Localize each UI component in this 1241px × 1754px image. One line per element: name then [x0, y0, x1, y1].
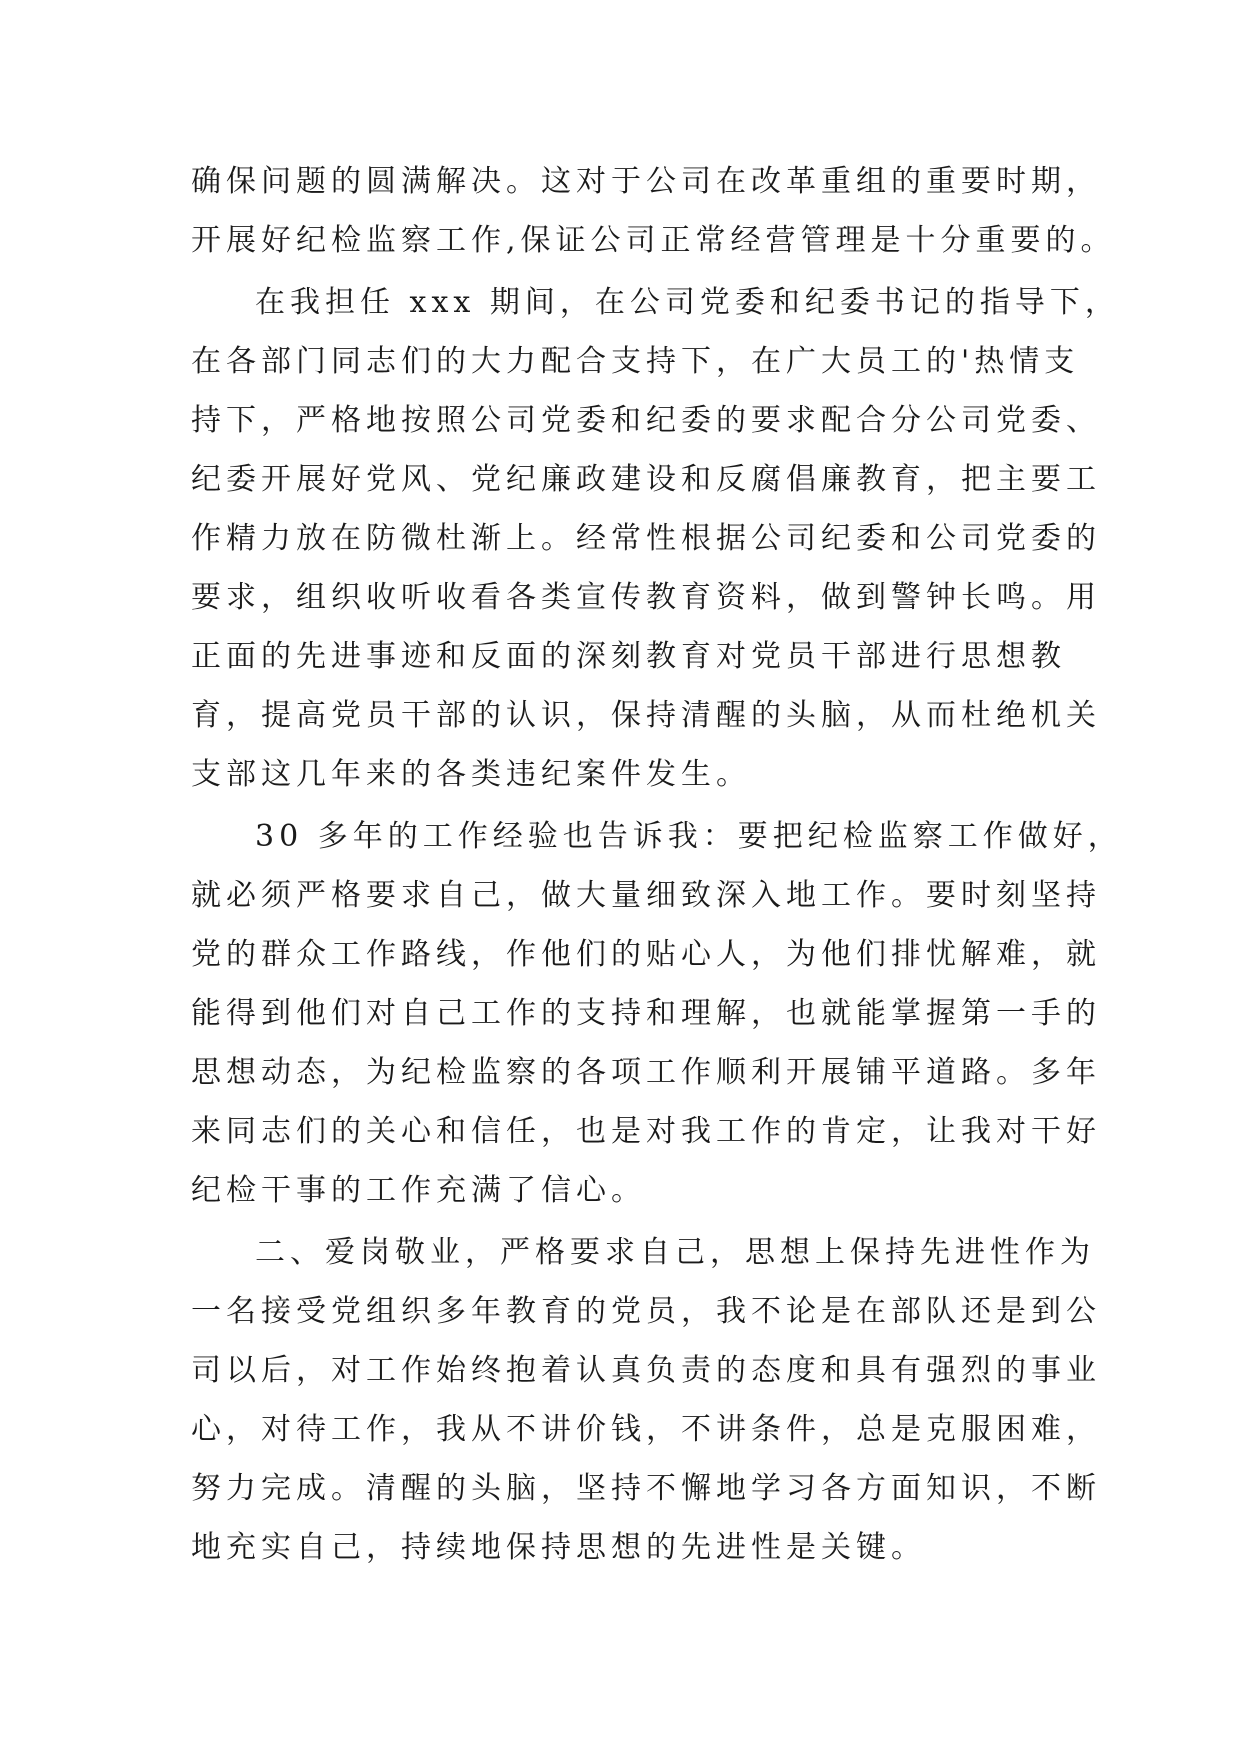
- text-line: 党的群众工作路线，作他们的贴心人，为他们排忧解难，就: [191, 937, 1101, 972]
- text-line: 正面的先进事迹和反面的深刻教育对党员干部进行思想教: [191, 639, 1066, 674]
- text-line: 二、爱岗敬业，严格要求自己，思想上保持先进性作为: [255, 1235, 1095, 1270]
- text-line: 司以后，对工作始终抱着认真负责的态度和具有强烈的事业: [191, 1353, 1101, 1388]
- text-line: 能得到他们对自己工作的支持和理解，也就能掌握第一手的: [191, 996, 1101, 1031]
- text-line: 30 多年的工作经验也告诉我：要把纪检监察工作做好，: [255, 819, 1123, 854]
- text-line: 纪检干事的工作充满了信心。: [191, 1173, 646, 1208]
- text-line: 确保问题的圆满解决。这对于公司在改革重组的重要时期，: [191, 164, 1101, 199]
- paragraph-4: [191, 1223, 1101, 1577]
- text-line: 思想动态，为纪检监察的各项工作顺利开展铺平道路。多年: [191, 1055, 1101, 1090]
- text-line: 努力完成。清醒的头脑，坚持不懈地学习各方面知识，不断: [191, 1471, 1101, 1506]
- text-line: 在我担任 xxx 期间，在公司党委和纪委书记的指导下，: [255, 285, 1120, 320]
- text-line: 心，对待工作，我从不讲价钱，不讲条件，总是克服困难，: [191, 1412, 1101, 1447]
- text-line: 支部这几年来的各类违纪案件发生。: [191, 757, 751, 792]
- text-line: 持下，严格地按照公司党委和纪委的要求配合分公司党委、: [191, 403, 1101, 438]
- paragraph-2: [191, 273, 1120, 804]
- paragraph-3: [191, 807, 1123, 1220]
- text-line: 要求，组织收听收看各类宣传教育资料，做到警钟长鸣。用: [191, 580, 1101, 615]
- text-line: 地充实自己，持续地保持思想的先进性是关键。: [191, 1530, 926, 1565]
- text-line: 纪委开展好党风、党纪廉政建设和反腐倡廉教育，把主要工: [191, 462, 1101, 497]
- text-line: 就必须严格要求自己，做大量细致深入地工作。要时刻坚持: [191, 878, 1101, 913]
- text-line: 在各部门同志们的大力配合支持下，在广大员工的'热情支: [191, 344, 1080, 379]
- document-body: [191, 152, 1123, 1577]
- text-line: 作精力放在防微杜渐上。经常性根据公司纪委和公司党委的: [191, 521, 1101, 556]
- text-line: 育，提高党员干部的认识，保持清醒的头脑，从而杜绝机关: [191, 698, 1101, 733]
- text-line: 来同志们的关心和信任，也是对我工作的肯定，让我对干好: [191, 1114, 1101, 1149]
- paragraph-1: [191, 152, 1116, 270]
- text-line: 一名接受党组织多年教育的党员，我不论是在部队还是到公: [191, 1294, 1101, 1329]
- text-line: 开展好纪检监察工作,保证公司正常经营管理是十分重要的。: [191, 223, 1116, 258]
